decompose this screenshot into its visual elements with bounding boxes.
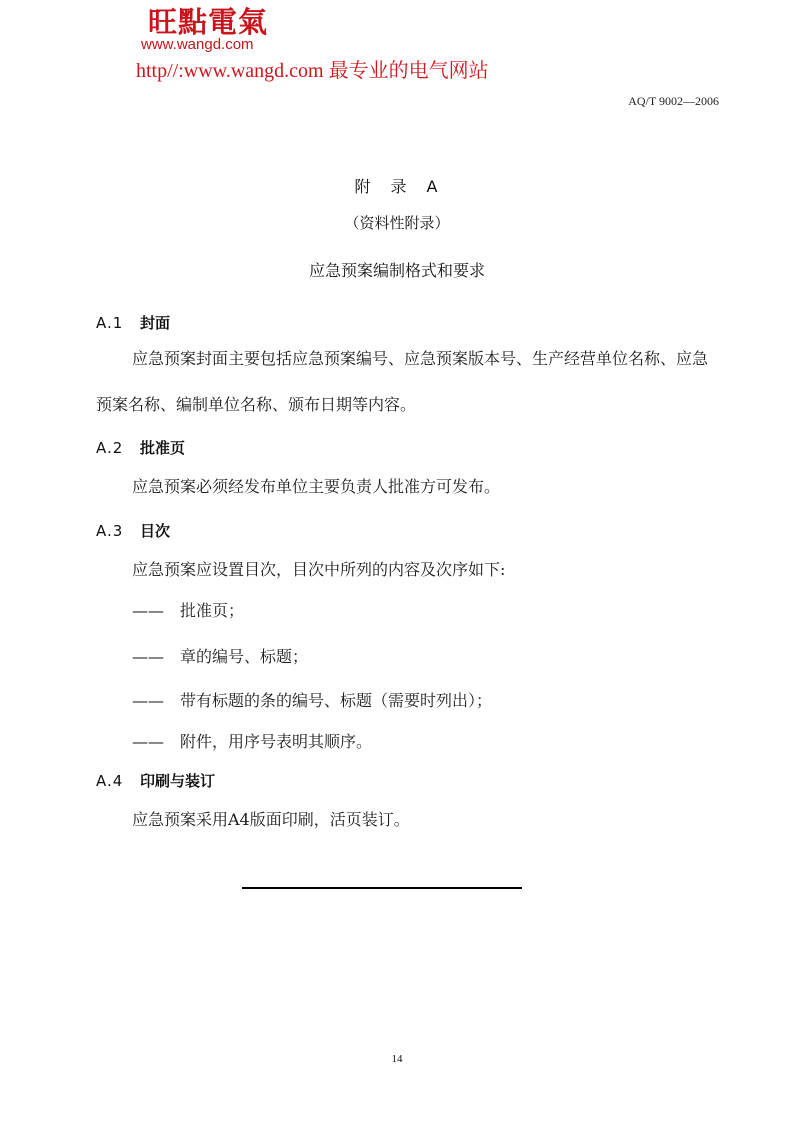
- appendix-subtitle: （资料性附录）: [344, 214, 450, 232]
- list-item-text: 附件，用序号表明其顺序。: [180, 732, 373, 751]
- appendix-title-part: 录: [390, 177, 409, 196]
- list-dash: ——: [132, 647, 164, 666]
- section-paragraph-a1: 应急预案封面主要包括应急预案编号、应急预案版本号、生产经营单位名称、应急预案名称、编制单位名称、颁布日期等内容。: [96, 349, 709, 414]
- section-paragraph-a3: 应急预案应设置目次，目次中所列的内容及次序如下:: [132, 560, 506, 579]
- list-item: [132, 729, 372, 752]
- site-banner-line: http//:www.wangd.com 最专业的电气网站: [136, 60, 489, 82]
- section-paragraph-a2: 应急预案必须经发布单位主要负责人批准方可发布。: [132, 477, 501, 496]
- list-dash: ——: [132, 601, 164, 620]
- section-number: A.2: [96, 439, 124, 457]
- section-heading-a1: [96, 312, 170, 333]
- section-number: A.3: [96, 522, 124, 540]
- list-item-text: 章的编号、标题；: [180, 647, 309, 666]
- list-item: [132, 598, 244, 621]
- site-logo-url: www.wangd.com: [141, 36, 254, 53]
- appendix-title: [0, 174, 794, 197]
- page-number: 14: [391, 1053, 403, 1065]
- list-item: [132, 644, 308, 667]
- section-title: 封面: [140, 314, 171, 332]
- list-item-text: 批准页；: [180, 601, 245, 620]
- section-heading-a4: [96, 770, 215, 791]
- site-logo-text: 旺點電氣: [148, 5, 269, 39]
- standard-number: AQ/T 9002—2006: [628, 94, 719, 108]
- end-rule: [242, 887, 522, 889]
- list-dash: ——: [132, 732, 164, 751]
- section-number: A.1: [96, 314, 124, 332]
- section-paragraph-a4: 应急预案采用A4版面印刷，活页装订。: [132, 810, 410, 829]
- list-item: [132, 688, 492, 711]
- appendix-title-letter: A: [426, 177, 440, 196]
- section-title: 印刷与装订: [140, 772, 216, 790]
- list-item-text: 带有标题的条的编号、标题（需要时列出）；: [180, 691, 493, 710]
- list-dash: ——: [132, 691, 164, 710]
- section-heading-a3: [96, 520, 170, 541]
- appendix-title-part: 附: [354, 177, 373, 196]
- section-title: 目次: [140, 522, 171, 540]
- appendix-heading: 应急预案编制格式和要求: [308, 261, 485, 280]
- section-heading-a2: [96, 437, 185, 458]
- section-number: A.4: [96, 772, 124, 790]
- section-title: 批准页: [140, 439, 186, 457]
